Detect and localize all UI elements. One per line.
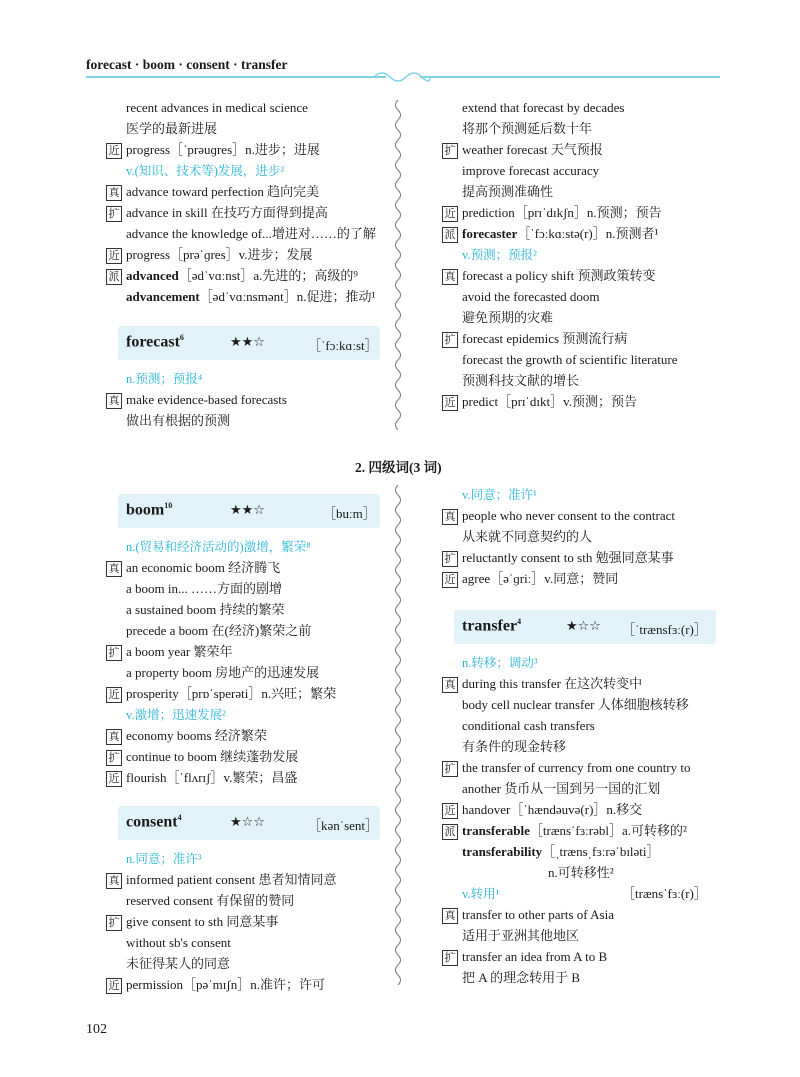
derivative-def: ［ˌtrænsˌfɜːrəˈbɪləti］ (542, 844, 660, 859)
pronunciation: ［ˈfɔːkɑːst］ (308, 338, 378, 353)
real-exam-tag: 真 (106, 729, 122, 745)
example-line: improve forecast accuracy (462, 163, 600, 178)
example-line: a boom year 繁荣年 (126, 644, 233, 659)
pronunciation: ［trænsˈfɜː(r)］ (622, 886, 707, 901)
sense-label: v.(知识、技术等)发展，进步² (126, 164, 285, 178)
near-synonym-tag: 近 (106, 248, 122, 264)
sense-label: v.预测；预报² (462, 248, 537, 262)
header-rule-right (420, 76, 720, 78)
real-exam-tag: 真 (442, 509, 458, 525)
extension-tag: 扩 (442, 761, 458, 777)
headword: consent$^4$ (126, 813, 182, 831)
extension-tag: 扩 (442, 143, 458, 159)
example-line: the transfer of currency from one country to (462, 760, 691, 775)
synonym-line: progress［ˈprəuɡres］n.进步；进展 (126, 142, 320, 157)
synonym-line: permission［pəˈmɪʃn］n.准许；许可 (126, 977, 325, 992)
example-line: a property boom 房地产的迅速发展 (126, 665, 320, 680)
derivative-tag: 派 (442, 227, 458, 243)
translation-line: 把 A 的理念转用于 B (462, 970, 581, 985)
example-line: people who never consent to the contract (462, 508, 675, 523)
translation-line: 未征得某人的同意 (126, 956, 231, 971)
extension-tag: 扩 (442, 551, 458, 567)
example-line: avoid the forecasted doom (462, 289, 600, 304)
synonym-line: handover［ˈhændəuvə(r)］n.移交 (462, 802, 643, 817)
headword: boom$^{10}$ (126, 501, 173, 519)
real-exam-tag: 真 (106, 561, 122, 577)
page-number: 102 (86, 1022, 107, 1037)
derivative-def: ［ədˈvɑːnsmənt］n.促进；推动¹ (199, 289, 376, 304)
example-line: advance the knowledge of...增进对……的了解 (126, 226, 376, 241)
column-divider-top (392, 100, 404, 430)
example-line: a sustained boom 持续的繁荣 (126, 602, 285, 617)
translation-line: 适用于亚洲其他地区 (462, 928, 580, 943)
derivative-tag: 派 (442, 824, 458, 840)
running-header: forecast · boom · consent · transfer (86, 57, 288, 72)
headword-box-forecast (118, 326, 380, 360)
derivative-word: forecaster (462, 226, 518, 241)
pronunciation: ［buːm］ (323, 506, 376, 521)
translation-line: 医学的最新进展 (126, 121, 218, 136)
headword-box-transfer (454, 610, 716, 644)
example-line: body cell nuclear transfer 人体细胞核转移 (462, 697, 689, 712)
example-line: another 货币从一国到另一国的汇划 (462, 781, 661, 796)
extension-tag: 扩 (442, 332, 458, 348)
near-synonym-tag: 近 (106, 687, 122, 703)
near-synonym-tag: 近 (442, 572, 458, 588)
synonym-line: progress［prəˈɡres］v.进步；发展 (126, 247, 313, 262)
example-line: advance toward perfection 趋向完美 (126, 184, 320, 199)
derivative-line (462, 843, 660, 861)
example-line: reserved consent 有保留的赞同 (126, 893, 295, 908)
pronunciation: ［ˈtrænsfɜː(r)］ (622, 622, 707, 637)
sense-label: n.转移；调动³ (462, 656, 538, 670)
real-exam-tag: 真 (442, 677, 458, 693)
example-line: forecast the growth of scientific literature (462, 352, 678, 367)
frequency-stars: ★★☆ (230, 503, 265, 518)
example-line: forecast epidemics 预测流行病 (462, 331, 628, 346)
synonym-line: prosperity［prɒˈsperəti］n.兴旺；繁荣 (126, 686, 337, 701)
example-line: transfer to other parts of Asia (462, 907, 614, 922)
example-line: during this transfer 在这次转变中 (462, 676, 643, 691)
near-synonym-tag: 近 (442, 206, 458, 222)
header-ornament (372, 68, 432, 82)
headword-box-boom (118, 494, 380, 528)
translation-line: 避免预期的灾难 (462, 310, 554, 325)
section-title: 2. 四级词(3 词) (355, 460, 442, 475)
real-exam-tag: 真 (106, 873, 122, 889)
derivative-def: ［ˈfɔːkɑːstə(r)］n.预测者¹ (517, 226, 659, 241)
derivative-word: transferable (462, 823, 530, 838)
example-line: reluctantly consent to sth 勉强同意某事 (462, 550, 674, 565)
derivative-def: n.可转移性² (548, 865, 614, 880)
translation-line: 做出有根据的预测 (126, 413, 231, 428)
sense-label: v.转用¹ (462, 887, 500, 901)
translation-line: 将那个预测延后数十年 (462, 121, 593, 136)
synonym-line: prediction［prɪˈdɪkʃn］n.预测；预告 (462, 205, 662, 220)
example-line: forecast a policy shift 预测政策转变 (462, 268, 656, 283)
sense-label: n.(贸易和经济活动的)激增，繁荣⁸ (126, 540, 311, 554)
synonym-line: flourish［ˈflʌrɪʃ］v.繁荣；昌盛 (126, 770, 298, 785)
derivative-word: transferability (462, 844, 543, 859)
derivative-def: ［trænsˈfɜːrəbl］a.可转移的² (529, 823, 687, 838)
example-line: recent advances in medical science (126, 100, 308, 115)
derivative-tag: 派 (106, 269, 122, 285)
derivative-line (126, 267, 358, 285)
frequency-stars: ★★☆ (230, 335, 265, 350)
example-line: economy booms 经济繁荣 (126, 728, 267, 743)
derivative-line (126, 288, 375, 306)
example-line: an economic boom 经济腾飞 (126, 560, 281, 575)
example-line: transfer an idea from A to B (462, 949, 608, 964)
example-line: informed patient consent 患者知情同意 (126, 872, 337, 887)
pronunciation: ［kənˈsent］ (308, 818, 379, 833)
headword: transfer$^4$ (462, 617, 522, 635)
near-synonym-tag: 近 (442, 803, 458, 819)
synonym-line: agree［əˈɡriː］v.同意；赞同 (462, 571, 619, 586)
derivative-line (462, 225, 658, 243)
near-synonym-tag: 近 (106, 771, 122, 787)
headword-box-consent (118, 806, 380, 840)
derivative-word: advancement (126, 289, 200, 304)
column-divider-bottom (392, 485, 404, 985)
translation-line: 有条件的现金转移 (462, 739, 567, 754)
header-rule-left (86, 76, 386, 78)
translation-line: 从来就不同意契约的人 (462, 529, 593, 544)
extension-tag: 扩 (106, 750, 122, 766)
example-line: precede a boom 在(经济)繁荣之前 (126, 623, 312, 638)
extension-tag: 扩 (442, 950, 458, 966)
translation-line: 提高预测准确性 (462, 184, 554, 199)
frequency-stars: ★☆☆ (566, 619, 601, 634)
near-synonym-tag: 近 (442, 395, 458, 411)
example-line: without sb's consent (126, 935, 231, 950)
example-line: extend that forecast by decades (462, 100, 625, 115)
example-line: advance in skill 在技巧方面得到提高 (126, 205, 328, 220)
real-exam-tag: 真 (442, 269, 458, 285)
near-synonym-tag: 近 (106, 143, 122, 159)
synonym-line: predict［prɪˈdɪkt］v.预测；预告 (462, 394, 637, 409)
derivative-line (462, 822, 687, 840)
derivative-word: advanced (126, 268, 179, 283)
real-exam-tag: 真 (106, 185, 122, 201)
example-line: weather forecast 天气预报 (462, 142, 603, 157)
sense-label: v.激增；迅速发展² (126, 708, 226, 722)
headword: forecast$^6$ (126, 333, 184, 351)
frequency-stars: ★☆☆ (230, 815, 265, 830)
derivative-def: ［ədˈvɑːnst］a.先进的；高级的⁹ (178, 268, 358, 283)
example-line: continue to boom 继续蓬勃发展 (126, 749, 299, 764)
translation-line: 预测科技文献的增长 (462, 373, 580, 388)
extension-tag: 扩 (106, 645, 122, 661)
sense-label: n.同意；准许³ (126, 852, 202, 866)
near-synonym-tag: 近 (106, 978, 122, 994)
sense-label: n.预测；预报⁴ (126, 372, 203, 386)
extension-tag: 扩 (106, 206, 122, 222)
example-line: give consent to sth 同意某事 (126, 914, 279, 929)
sense-label: v.同意；准许¹ (462, 488, 537, 502)
real-exam-tag: 真 (106, 393, 122, 409)
example-line: make evidence-based forecasts (126, 392, 287, 407)
example-line: a boom in... ……方面的剧增 (126, 581, 282, 596)
extension-tag: 扩 (106, 915, 122, 931)
example-line: conditional cash transfers (462, 718, 595, 733)
real-exam-tag: 真 (442, 908, 458, 924)
